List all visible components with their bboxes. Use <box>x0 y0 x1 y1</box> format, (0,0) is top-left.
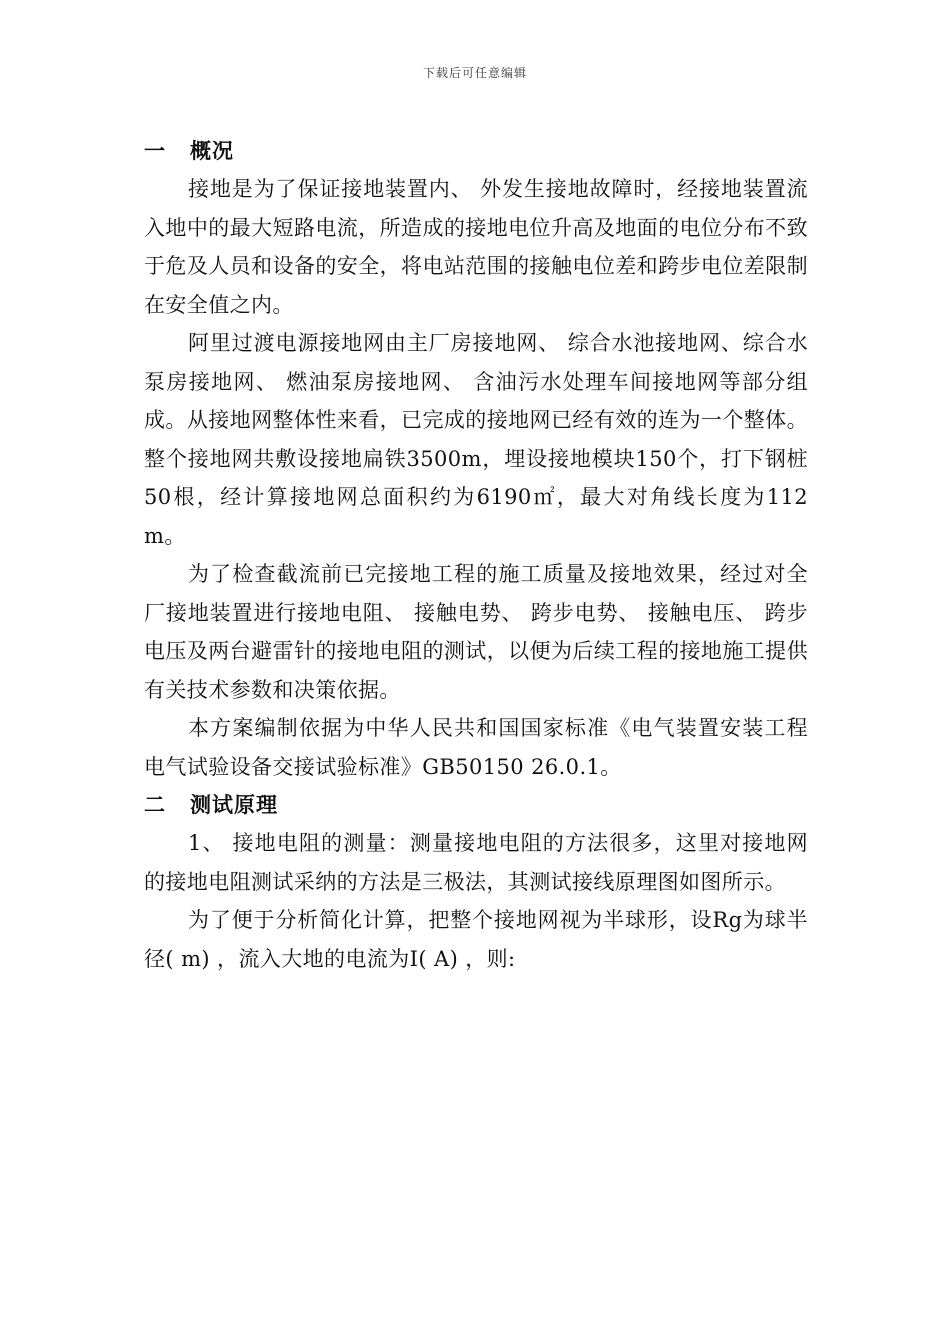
paragraph: 本方案编制依据为中华人民共和国国家标准《电气装置安装工程 电气试验设备交接试验标准》GB50150 26.0.1。 <box>144 716 808 779</box>
section-heading-test-principle <box>144 786 808 824</box>
paragraph: 阿里过渡电源接地网由主厂房接地网、 综合水池接地网、综合水泵房接地网、 燃油泵房接地网、 含油污水处理车间接地网等部分组成。从接地网整体性来看，已完成的接地网已经有效的连为一个整体。整个接地网共敷设接地扁铁3500m，埋设接地模块150个，打下钢桩50根，经计算接地网总面积约为6190㎡，最大对角线长度为112 m。 <box>144 331 808 548</box>
document-body <box>144 132 808 978</box>
paragraph: 1、 接地电阻的测量：测量接地电阻的方法很多，这里对接地网的接地电阻测试采纳的方法是三极法，其测试接线原理图如图所示。 <box>144 831 808 894</box>
header-note: 下载后可任意编辑 <box>422 66 527 80</box>
section-heading-overview <box>144 132 808 170</box>
section-number: 一 <box>144 138 166 163</box>
section-title: 概况 <box>190 138 234 163</box>
paragraph: 为了检查截流前已完接地工程的施工质量及接地效果，经过对全厂接地装置进行接地电阻、 接触电势、 跨步电势、 接触电压、 跨步电压及两台避雷针的接地电阻的测试，以便为后续工程的接地施工提供有关技术参数和决策依据。 <box>144 562 808 702</box>
section-title: 测试原理 <box>190 792 278 817</box>
paragraph: 为了便于分析简化计算，把整个接地网视为半球形，设Rg为球半径( m) ，流入大地的电流为I( A) ，则: <box>144 908 808 971</box>
paragraph: 接地是为了保证接地装置内、 外发生接地故障时，经接地装置流入地中的最大短路电流，所造成的接地电位升高及地面的电位分布不致于危及人员和设备的安全，将电站范围的接触电位差和跨步电位差限制在安全值之内。 <box>144 177 808 317</box>
section-number: 二 <box>144 792 166 817</box>
